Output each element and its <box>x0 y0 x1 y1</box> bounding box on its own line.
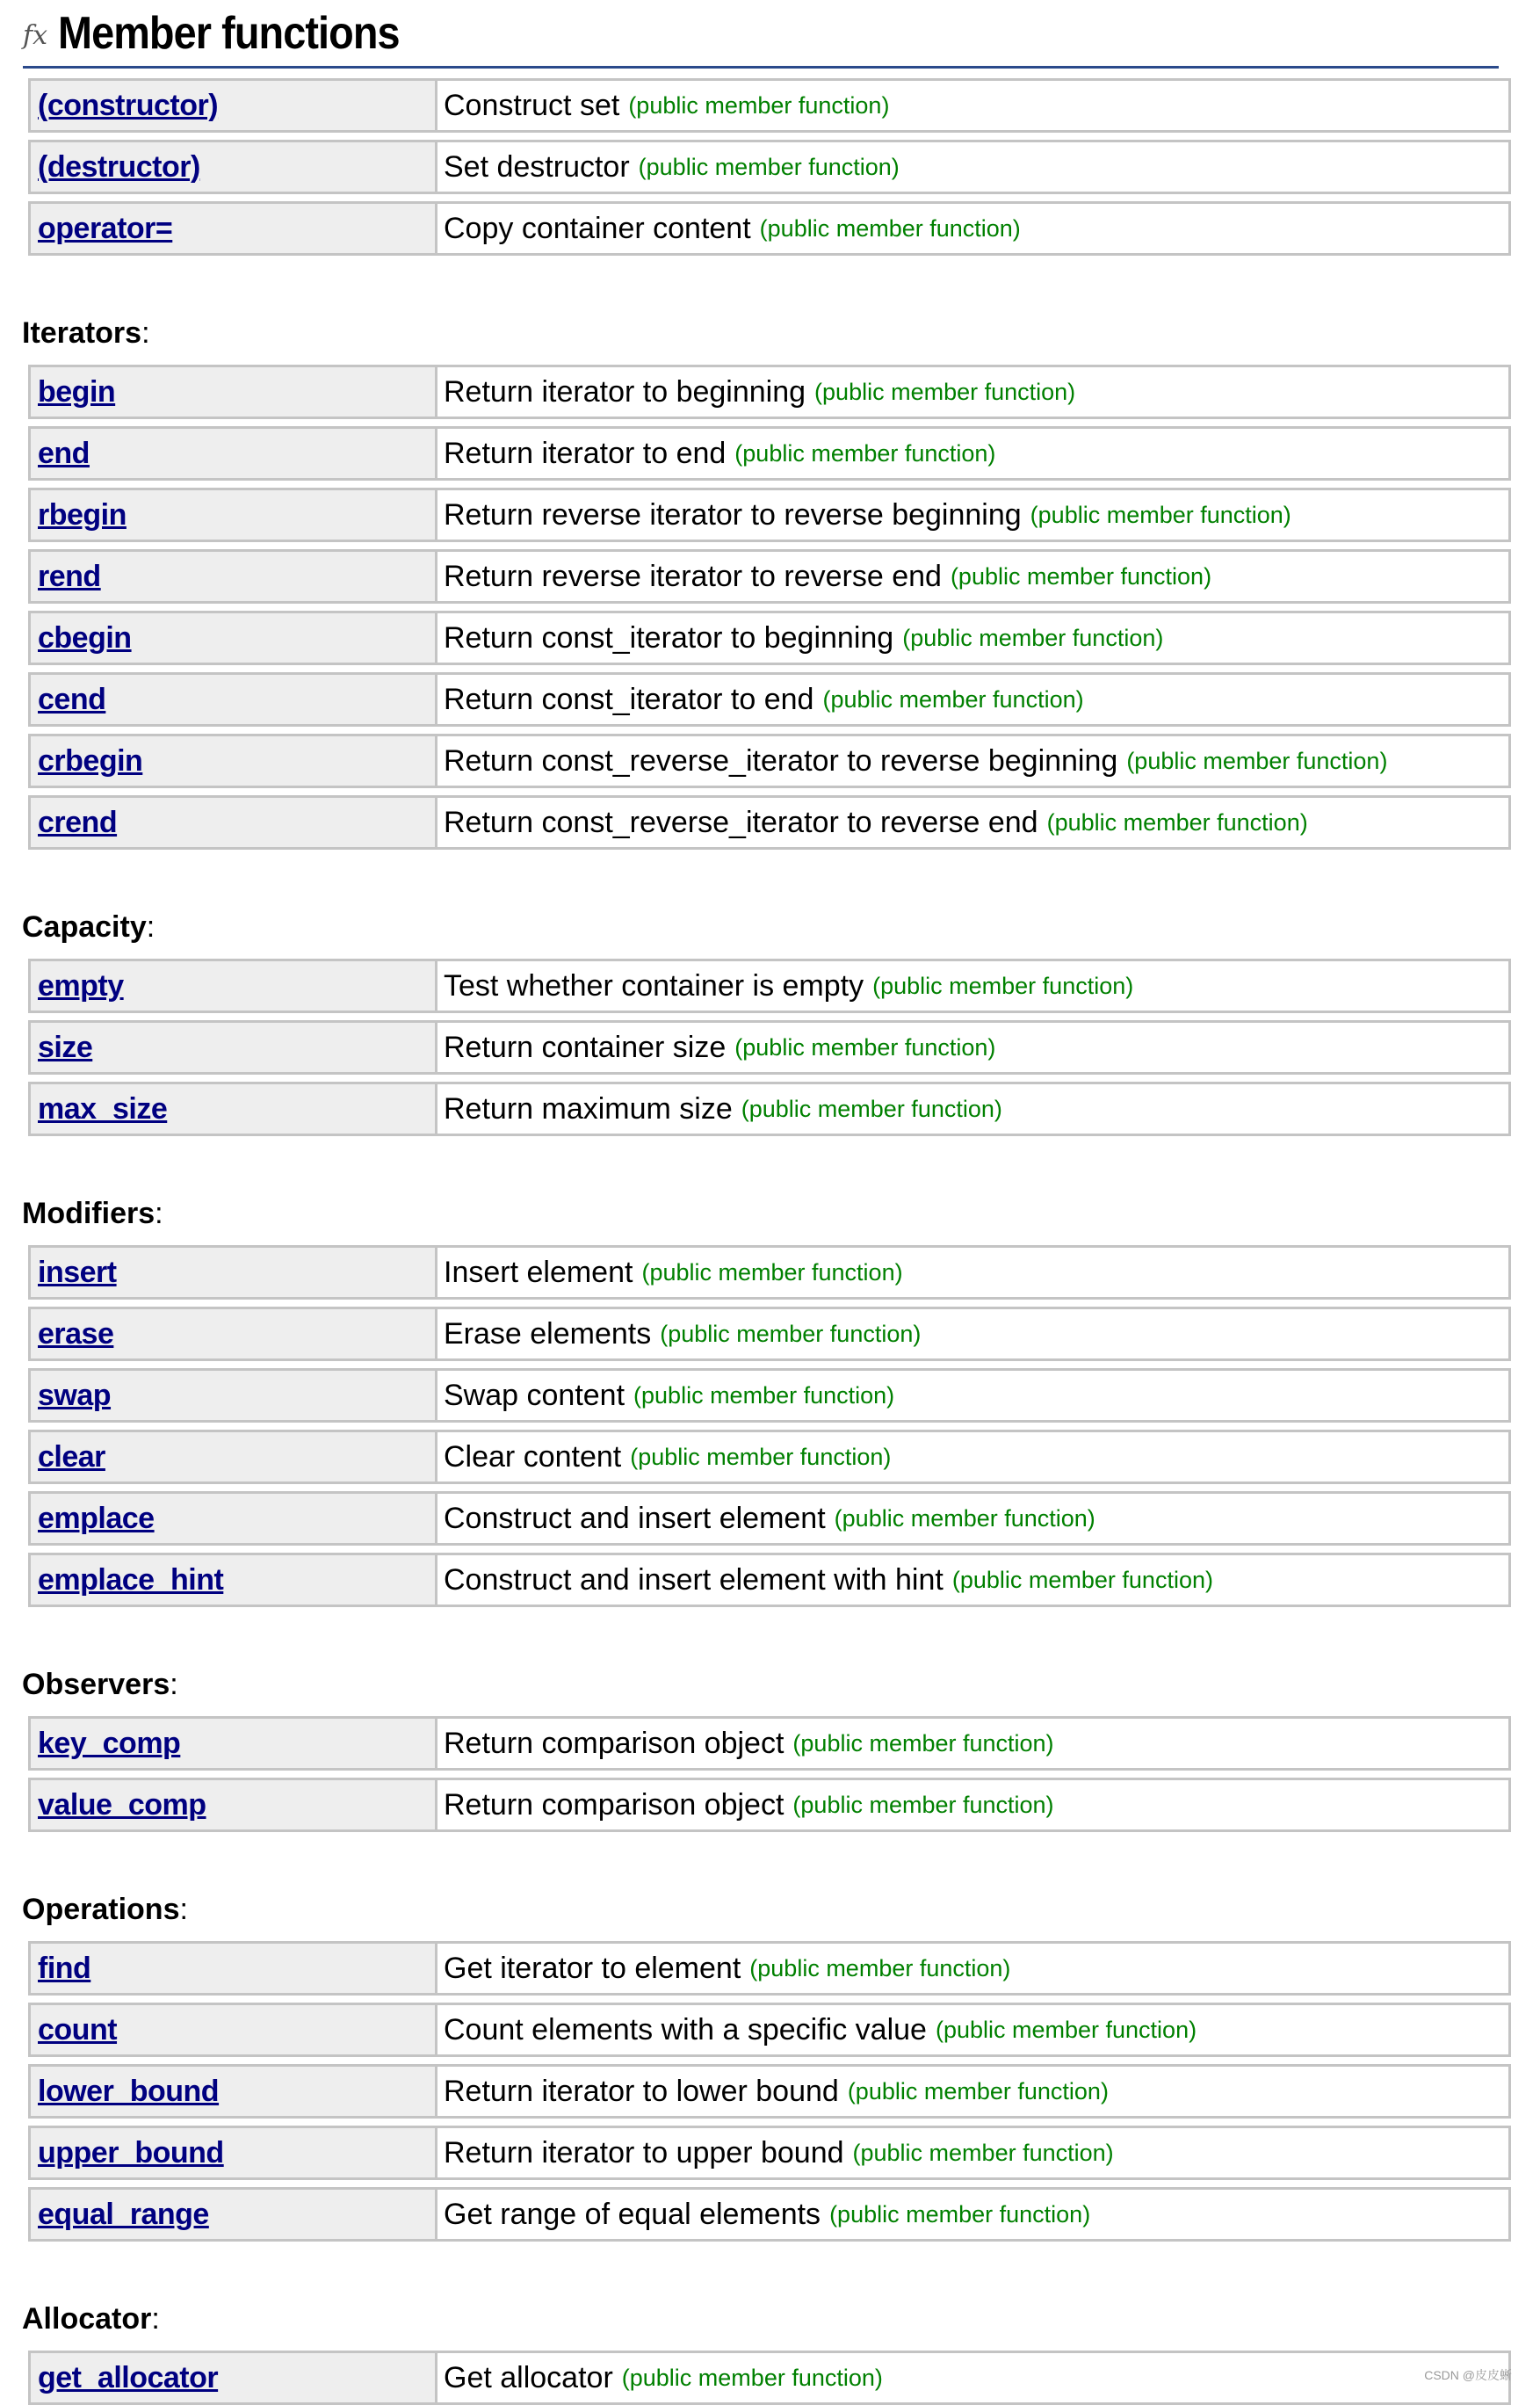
function-description-cell <box>437 675 1508 724</box>
function-description-cell <box>437 142 1508 192</box>
function-description: Erase elements <box>444 1316 652 1351</box>
function-link[interactable]: equal_range <box>38 2197 209 2231</box>
function-description-cell <box>437 798 1508 847</box>
function-name-cell <box>31 1719 437 1768</box>
watermark: CSDN @皮皮蜥 <box>1424 2368 1512 2382</box>
function-name-cell <box>31 490 437 540</box>
function-kind: (public member function) <box>829 2200 1091 2228</box>
function-link[interactable]: lower_bound <box>38 2074 220 2108</box>
function-name-cell <box>31 613 437 663</box>
table-row <box>28 1430 1511 1484</box>
table-row <box>28 959 1511 1013</box>
function-link[interactable]: key_comp <box>38 1726 181 1760</box>
function-name-cell <box>31 1084 437 1134</box>
function-name-cell <box>31 798 437 847</box>
function-description: Return iterator to lower bound <box>444 2074 839 2108</box>
table-row <box>28 1716 1511 1771</box>
function-description: Set destructor <box>444 149 630 184</box>
function-kind: (public member function) <box>822 685 1084 713</box>
function-link[interactable]: (destructor) <box>38 149 200 184</box>
function-kind: (public member function) <box>950 562 1212 590</box>
function-kind: (public member function) <box>1030 501 1291 528</box>
function-description-cell <box>437 613 1508 663</box>
section-heading-text: Iterators <box>22 316 142 350</box>
function-description-cell <box>437 2067 1508 2116</box>
section-heading: Operations: <box>22 1893 188 1926</box>
function-kind: (public member function) <box>734 439 996 467</box>
function-kind: (public member function) <box>792 1729 1054 1757</box>
function-link[interactable]: rbegin <box>38 497 127 532</box>
table-row <box>28 365 1511 419</box>
function-description: Return iterator to end <box>444 436 727 470</box>
function-description: Return const_reverse_iterator to reverse beginning <box>444 743 1118 778</box>
function-link[interactable]: empty <box>38 968 124 1003</box>
table-row <box>28 549 1511 604</box>
function-description-cell <box>437 1432 1508 1481</box>
member-function-sections <box>22 78 1511 2405</box>
function-name-cell <box>31 367 437 417</box>
function-description: Return const_iterator to end <box>444 682 814 716</box>
table-row <box>28 488 1511 542</box>
function-kind: (public member function) <box>641 1258 903 1286</box>
function-table <box>28 959 1511 1136</box>
function-description-cell <box>437 2128 1508 2177</box>
function-name-cell <box>31 1309 437 1358</box>
function-link[interactable]: emplace_hint <box>38 1562 224 1597</box>
table-row <box>28 1491 1511 1546</box>
function-link[interactable]: value_comp <box>38 1787 206 1822</box>
function-description-cell <box>437 204 1508 253</box>
function-description: Return container size <box>444 1030 727 1064</box>
function-link[interactable]: upper_bound <box>38 2135 224 2170</box>
function-name-cell <box>31 1555 437 1605</box>
function-name-cell <box>31 2353 437 2402</box>
function-description: Insert element <box>444 1255 633 1289</box>
table-row <box>28 2351 1511 2405</box>
function-name-cell <box>31 552 437 601</box>
function-description-cell <box>437 2005 1508 2054</box>
function-table <box>28 365 1511 850</box>
section-heading-text: Modifiers <box>22 1197 155 1230</box>
function-name-cell <box>31 2005 437 2054</box>
page-title: Member functions <box>58 7 400 59</box>
function-kind: (public member function) <box>660 1320 922 1347</box>
function-description-cell <box>437 2353 1508 2402</box>
function-kind: (public member function) <box>749 1954 1011 1981</box>
table-row <box>28 1307 1511 1361</box>
function-description: Get range of equal elements <box>444 2197 821 2231</box>
function-link[interactable]: emplace <box>38 1501 155 1535</box>
function-description: Return const_reverse_iterator to reverse end <box>444 805 1038 839</box>
table-row <box>28 2003 1511 2057</box>
function-link[interactable]: max_size <box>38 1091 168 1126</box>
function-kind: (public member function) <box>633 1381 895 1409</box>
function-name-cell <box>31 736 437 786</box>
function-link[interactable]: get_allocator <box>38 2360 219 2394</box>
function-table <box>28 2351 1511 2405</box>
function-kind: (public member function) <box>872 972 1134 999</box>
function-kind: (public member function) <box>1046 808 1308 836</box>
section-heading: Iterators: <box>22 316 150 350</box>
function-link[interactable]: operator= <box>38 211 173 245</box>
section-heading-text: Observers <box>22 1668 170 1701</box>
function-name-cell <box>31 1371 437 1420</box>
function-name-cell <box>31 961 437 1011</box>
function-description: Return const_iterator to beginning <box>444 620 894 655</box>
function-kind: (public member function) <box>852 2139 1114 2166</box>
function-description-cell <box>437 961 1508 1011</box>
function-link[interactable]: erase <box>38 1316 114 1351</box>
function-kind: (public member function) <box>951 1566 1213 1593</box>
function-description: Return reverse iterator to reverse beginning <box>444 497 1022 532</box>
table-row <box>28 1941 1511 1996</box>
function-kind: (public member function) <box>834 1504 1095 1532</box>
page-header <box>23 0 1499 69</box>
function-name-cell <box>31 142 437 192</box>
function-description-cell <box>437 429 1508 478</box>
function-link[interactable]: clear <box>38 1439 105 1474</box>
function-description: Return maximum size <box>444 1091 733 1126</box>
function-name-cell <box>31 1494 437 1543</box>
function-name-cell <box>31 1248 437 1297</box>
function-kind: (public member function) <box>1126 747 1388 774</box>
fx-icon: fx <box>23 20 48 51</box>
function-link[interactable]: (constructor) <box>38 88 219 122</box>
function-link[interactable]: crbegin <box>38 743 143 778</box>
table-row <box>28 201 1511 256</box>
function-description: Construct and insert element with hint <box>444 1562 944 1597</box>
function-link[interactable]: cend <box>38 682 106 716</box>
function-description: Return comparison object <box>444 1787 784 1822</box>
table-row <box>28 426 1511 481</box>
function-name-cell <box>31 1780 437 1829</box>
function-name-cell <box>31 429 437 478</box>
function-link[interactable]: size <box>38 1030 93 1064</box>
function-name-cell <box>31 1944 437 1993</box>
table-row <box>28 1778 1511 1832</box>
function-description-cell <box>437 552 1508 601</box>
function-kind: (public member function) <box>734 1033 996 1061</box>
function-kind: (public member function) <box>902 624 1164 651</box>
function-description-cell <box>437 1084 1508 1134</box>
function-kind: (public member function) <box>621 2364 883 2391</box>
function-table <box>28 1941 1511 2242</box>
function-name-cell <box>31 675 437 724</box>
section-heading: Allocator: <box>22 2302 160 2336</box>
function-kind: (public member function) <box>759 214 1021 242</box>
section-heading: Observers: <box>22 1668 178 1701</box>
function-kind: (public member function) <box>935 2016 1197 2043</box>
function-description: Count elements with a specific value <box>444 2012 927 2046</box>
table-row <box>28 1245 1511 1300</box>
function-name-cell <box>31 2190 437 2239</box>
function-description: Test whether container is empty <box>444 968 864 1003</box>
function-table <box>28 1245 1511 1607</box>
function-description: Return reverse iterator to reverse end <box>444 559 942 593</box>
function-kind: (public member function) <box>741 1095 1002 1122</box>
function-description: Construct set <box>444 88 620 122</box>
function-kind: (public member function) <box>638 153 900 180</box>
function-name-cell <box>31 81 437 130</box>
function-link[interactable]: swap <box>38 1378 112 1412</box>
function-link[interactable]: count <box>38 2012 118 2046</box>
function-description: Get allocator <box>444 2360 613 2394</box>
section-heading-text: Operations <box>22 1893 180 1926</box>
function-description: Return iterator to upper bound <box>444 2135 844 2170</box>
function-link[interactable]: crend <box>38 805 118 839</box>
function-kind: (public member function) <box>847 2077 1109 2104</box>
function-description-cell <box>437 367 1508 417</box>
section-heading: Capacity: <box>22 910 155 944</box>
function-description-cell <box>437 1780 1508 1829</box>
function-name-cell <box>31 1432 437 1481</box>
function-description: Swap content <box>444 1378 625 1412</box>
table-row <box>28 795 1511 850</box>
function-description-cell <box>437 1248 1508 1297</box>
function-description: Get iterator to element <box>444 1951 741 1985</box>
function-kind: (public member function) <box>814 378 1076 405</box>
function-name-cell <box>31 2128 437 2177</box>
function-link[interactable]: rend <box>38 559 101 593</box>
table-row <box>28 78 1511 133</box>
function-table <box>28 78 1511 256</box>
function-link[interactable]: find <box>38 1951 91 1985</box>
table-row <box>28 672 1511 727</box>
function-name-cell <box>31 1023 437 1072</box>
function-description-cell <box>437 1944 1508 1993</box>
function-description: Return comparison object <box>444 1726 784 1760</box>
function-description-cell <box>437 1371 1508 1420</box>
function-description-cell <box>437 1494 1508 1543</box>
function-link[interactable]: begin <box>38 374 116 409</box>
table-row <box>28 734 1511 788</box>
function-link[interactable]: cbegin <box>38 620 132 655</box>
function-link[interactable]: end <box>38 436 90 470</box>
function-description-cell <box>437 736 1508 786</box>
table-row <box>28 2187 1511 2242</box>
function-table <box>28 1716 1511 1832</box>
function-name-cell <box>31 2067 437 2116</box>
function-description: Copy container content <box>444 211 751 245</box>
function-description: Construct and insert element <box>444 1501 826 1535</box>
function-description-cell <box>437 490 1508 540</box>
table-row <box>28 1368 1511 1423</box>
table-row <box>28 2126 1511 2180</box>
function-description-cell <box>437 1555 1508 1605</box>
function-kind: (public member function) <box>792 1791 1054 1818</box>
function-description: Clear content <box>444 1439 622 1474</box>
function-description-cell <box>437 81 1508 130</box>
function-description: Return iterator to beginning <box>444 374 806 409</box>
function-kind: (public member function) <box>630 1443 892 1470</box>
section-heading-text: Capacity <box>22 910 147 944</box>
function-description-cell <box>437 2190 1508 2239</box>
function-kind: (public member function) <box>628 91 890 119</box>
section-heading: Modifiers: <box>22 1197 163 1230</box>
function-link[interactable]: insert <box>38 1255 117 1289</box>
table-row <box>28 611 1511 665</box>
table-row <box>28 1082 1511 1136</box>
function-description-cell <box>437 1023 1508 1072</box>
section-heading-text: Allocator <box>22 2302 152 2336</box>
function-description-cell <box>437 1719 1508 1768</box>
function-description-cell <box>437 1309 1508 1358</box>
table-row <box>28 1020 1511 1075</box>
table-row <box>28 1553 1511 1607</box>
function-name-cell <box>31 204 437 253</box>
table-row <box>28 140 1511 194</box>
table-row <box>28 2064 1511 2119</box>
